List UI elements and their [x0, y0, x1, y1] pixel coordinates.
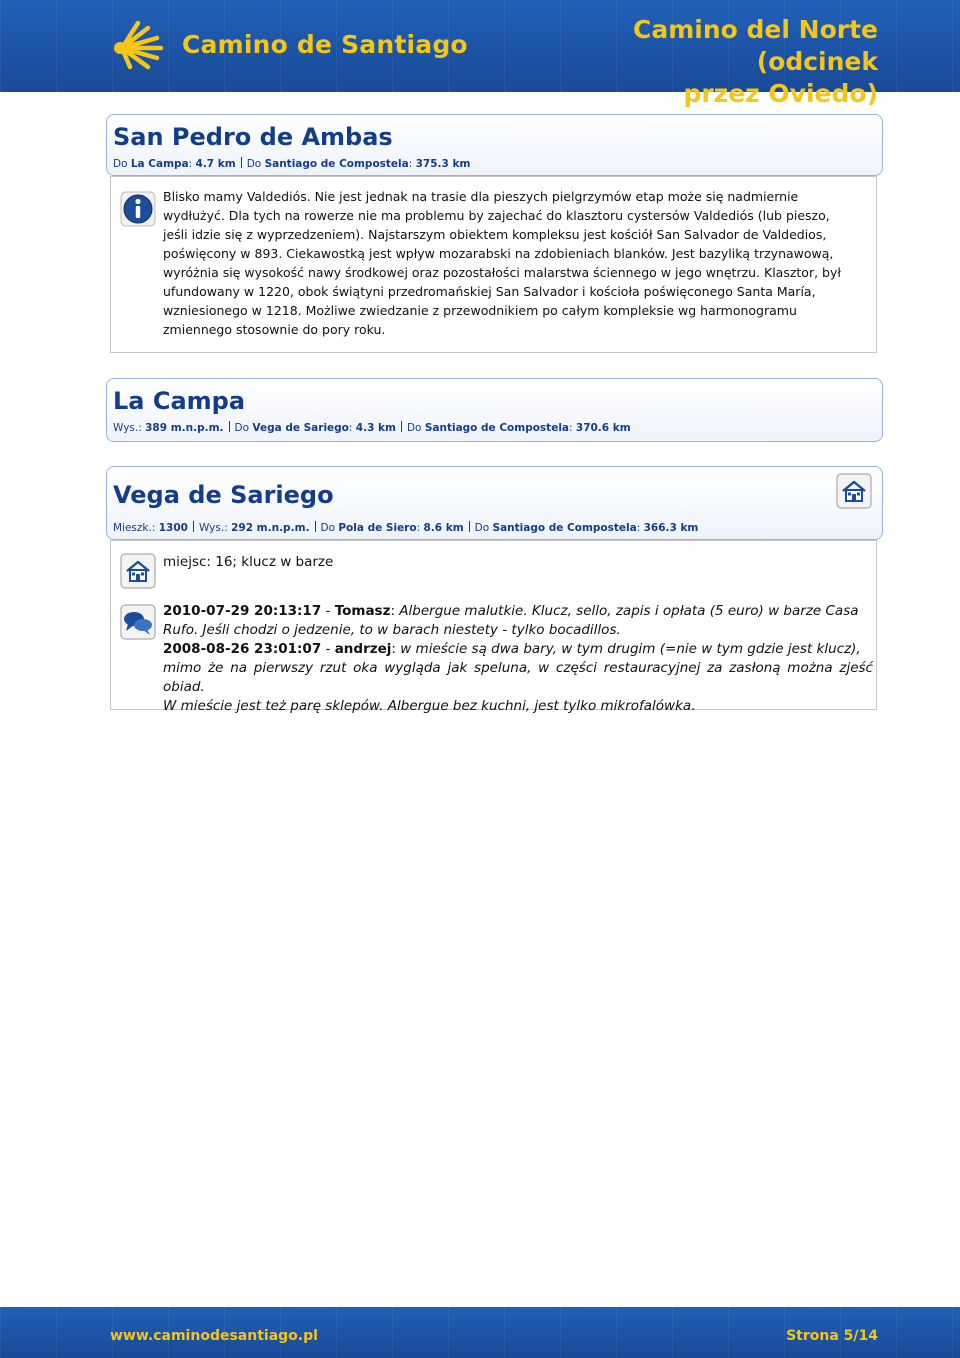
comment-date: 2010-07-29 20:13:17: [163, 603, 322, 619]
meta-link-pola[interactable]: Pola de Siero: [338, 522, 417, 534]
comment-dash: -: [321, 641, 335, 657]
meta-label: Wys.: [198, 522, 225, 534]
info-line: Blisko mamy Valdediós. Nie jest jednak na trasie dla pieszych pielgrzymów etap może się nadmiernie: [163, 189, 799, 204]
meta-colon: :: [151, 522, 159, 534]
meta-link-santiago[interactable]: Santiago de Compostela: [264, 158, 409, 170]
meta-colon: :: [224, 522, 232, 534]
meta-distance: 8.6 km: [423, 522, 464, 534]
meta-distance: 4.7 km: [195, 158, 236, 170]
meta-label: Do: [406, 422, 422, 434]
meta-distance: 366.3 km: [643, 522, 699, 534]
comments-row: [111, 602, 873, 716]
meta-altitude: 389 m.n.p.m.: [145, 422, 224, 434]
footer-site-link[interactable]: www.caminodesantiago.pl: [110, 1328, 318, 1344]
meta-colon: :: [636, 522, 644, 534]
comments-text: [163, 602, 873, 716]
meta-colon: :: [348, 422, 356, 434]
comment-line: [163, 621, 873, 640]
meta-label: Do: [234, 422, 250, 434]
comment-line: [163, 602, 873, 621]
info-line: wydłużyć. Dla tych na rowerze nie ma problemu by zajechać do klasztoru cystersów Valdediós (lub pieszo,: [163, 208, 830, 223]
info-text: [163, 187, 873, 339]
location-card-la-campa: [106, 378, 883, 442]
comment-line: [163, 640, 873, 659]
meta-colon: :: [416, 522, 424, 534]
route-title-line1: Camino del Norte (odcinek: [633, 15, 878, 76]
comment-author: andrzej: [334, 641, 392, 657]
location-card-san-pedro: [106, 114, 883, 176]
location-meta: [113, 521, 874, 535]
meta-label: Mieszk.: [113, 522, 152, 534]
comment-author: Tomasz: [334, 603, 391, 619]
meta-separator: [241, 157, 242, 168]
info-box-vega: [110, 540, 877, 714]
albergue-row: [111, 553, 873, 597]
footer-page-number: Strona 5/14: [786, 1328, 878, 1344]
info-line: ufundowany w 1220, obok świątyni przedromańskiej San Salvador i kościoła poświęconego Santa María,: [163, 284, 816, 299]
info-line: wzniesionego w 1218. Możliwe zwiedzanie z przewodnikiem po całym kompleksie wg harmonogramu: [163, 303, 797, 318]
page-footer: [0, 1307, 960, 1358]
albergue-house-icon: [120, 553, 156, 589]
comment-line: [163, 697, 873, 716]
route-title: [518, 14, 878, 110]
meta-separator: [315, 521, 316, 532]
info-box-san-pedro: [110, 176, 877, 353]
scallop-shell-icon: [108, 18, 166, 70]
comment-text: Albergue malutkie. Klucz, sello, zapis i opłata (5 euro) w barze Casa: [399, 603, 859, 619]
meta-distance: 370.6 km: [575, 422, 631, 434]
comment-colon: :: [390, 603, 400, 619]
meta-link-santiago[interactable]: Santiago de Compostela: [424, 422, 569, 434]
meta-separator: [469, 521, 470, 532]
meta-distance: 375.3 km: [415, 158, 471, 170]
meta-colon: :: [569, 422, 576, 434]
meta-population: 1300: [158, 522, 188, 534]
meta-link-la-campa[interactable]: La Campa: [130, 158, 189, 170]
info-line: jeśli idzie się z wyprzedzeniem). Najstarszym obiektem kompleksu jest kościół San Salvador de Valdedios,: [163, 227, 827, 242]
meta-label: Do: [474, 522, 490, 534]
page-header: [0, 0, 960, 108]
meta-label: Do: [113, 158, 128, 170]
info-row: [111, 187, 873, 339]
route-title-line2: przez Oviedo): [683, 79, 878, 108]
comment-date: 2008-08-26 23:01:07: [163, 641, 322, 657]
brand-title: Camino de Santiago: [182, 30, 468, 59]
meta-label: Wys.: [113, 422, 139, 434]
location-title: La Campa: [113, 387, 246, 415]
location-title: Vega de Sariego: [113, 481, 334, 509]
meta-colon: :: [138, 422, 146, 434]
meta-label: Do: [246, 158, 262, 170]
meta-separator: [193, 521, 194, 532]
meta-separator: [229, 421, 230, 432]
meta-colon: :: [408, 158, 416, 170]
location-card-vega: [106, 466, 883, 540]
comment-colon: :: [391, 641, 401, 657]
meta-link-vega[interactable]: Vega de Sariego: [252, 422, 349, 434]
meta-colon: :: [188, 158, 196, 170]
house-icon[interactable]: [836, 473, 872, 509]
comment-text: w mieście są dwa bary, w tym drugim (=nie w tym gdzie jest klucz),: [400, 641, 861, 657]
meta-link-santiago[interactable]: Santiago de Compostela: [492, 522, 637, 534]
info-line: poświęcony w 893. Ciekawostką jest wpływ mozarabski na zdobieniach blanków. Jest bazyliką trzynawową,: [163, 246, 834, 261]
comment-line: [163, 659, 873, 697]
meta-altitude: 292 m.n.p.m.: [231, 522, 310, 534]
comment-text: Rufo. Jeśli chodzi o jedzenie, to w barach niestety - tylko bocadillos.: [163, 622, 621, 638]
comment-text: W mieście jest też parę sklepów. Albergue bez kuchni, jest tylko mikrofalówka.: [163, 698, 696, 714]
info-line: zmiennego stosownie do pory roku.: [163, 322, 386, 337]
albergue-text: miejsc: 16; klucz w barze: [163, 554, 334, 570]
meta-separator: [401, 421, 402, 432]
meta-distance: 4.3 km: [355, 422, 396, 434]
comment-text: mimo że na pierwszy rzut oka wygląda jak speluna, w części restauracyjnej za zasłoną można zjeść obiad.: [163, 660, 873, 695]
speech-bubbles-icon: [120, 604, 156, 640]
location-meta: [113, 421, 874, 435]
location-meta: [113, 157, 874, 171]
info-icon: [120, 191, 156, 227]
info-line: wyróżnia się wysokość nawy środkowej oraz pozostałości malarstwa ściennego w jego wnętrzu. Klasztor, był: [163, 265, 841, 280]
meta-label: Do: [320, 522, 336, 534]
comment-dash: -: [321, 603, 335, 619]
location-title: San Pedro de Ambas: [113, 123, 393, 151]
